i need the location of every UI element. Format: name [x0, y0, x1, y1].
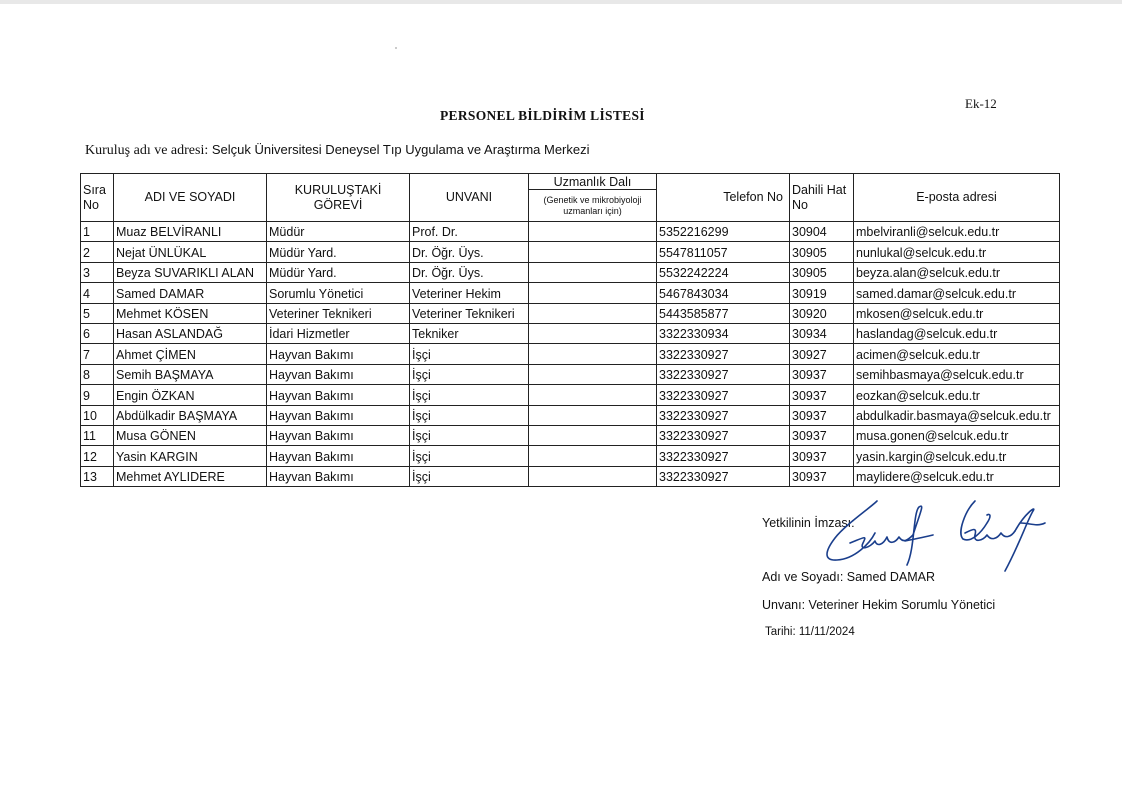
- cell-phone: 5352216299: [657, 222, 790, 242]
- cell-title: İşçi: [410, 344, 529, 364]
- cell-email: maylidere@selcuk.edu.tr: [854, 466, 1060, 486]
- signer-title: Unvanı: Veteriner Hekim Sorumlu Yönetici: [762, 598, 996, 612]
- cell-email: beyza.alan@selcuk.edu.tr: [854, 262, 1060, 282]
- cell-specialty: [529, 303, 657, 323]
- cell-email: semihbasmaya@selcuk.edu.tr: [854, 364, 1060, 384]
- header-ext-line1: Dahili Hat: [792, 182, 847, 197]
- cell-specialty: [529, 466, 657, 486]
- cell-name: Mehmet AYLIDERE: [114, 466, 267, 486]
- table-row: [81, 344, 1060, 364]
- header-ext-line2: No: [792, 197, 808, 212]
- cell-duty: Sorumlu Yönetici: [267, 283, 410, 303]
- cell-title: Veteriner Teknikeri: [410, 303, 529, 323]
- cell-specialty: [529, 385, 657, 405]
- header-sira-no: [81, 174, 114, 222]
- cell-name: Samed DAMAR: [114, 283, 267, 303]
- cell-email: abdulkadir.basmaya@selcuk.edu.tr: [854, 405, 1060, 425]
- cell-extension: 30934: [790, 323, 854, 343]
- signature-date: Tarihi: 11/11/2024: [765, 626, 855, 638]
- handwritten-signature: [815, 493, 1060, 583]
- signature-label: Yetkilinin İmzası:: [762, 516, 855, 530]
- cell-specialty: [529, 425, 657, 445]
- cell-no: 1: [81, 222, 114, 242]
- cell-no: 6: [81, 323, 114, 343]
- org-value: Selçuk Üniversitesi Deneysel Tıp Uygulama ve Araştırma Merkezi: [211, 142, 590, 157]
- cell-specialty: [529, 405, 657, 425]
- table-row: [81, 446, 1060, 466]
- cell-email: samed.damar@selcuk.edu.tr: [854, 283, 1060, 303]
- cell-no: 10: [81, 405, 114, 425]
- cell-no: 7: [81, 344, 114, 364]
- table-row: [81, 405, 1060, 425]
- cell-phone: 5467843034: [657, 283, 790, 303]
- cell-phone: 3322330927: [657, 364, 790, 384]
- cell-phone: 3322330927: [657, 405, 790, 425]
- cell-title: Prof. Dr.: [410, 222, 529, 242]
- cell-email: eozkan@selcuk.edu.tr: [854, 385, 1060, 405]
- cell-name: Mehmet KÖSEN: [114, 303, 267, 323]
- header-duty-line2: GÖREVİ: [313, 197, 363, 212]
- header-sira-line2: No: [83, 197, 99, 212]
- cell-no: 5: [81, 303, 114, 323]
- cell-duty: Hayvan Bakımı: [267, 466, 410, 486]
- cell-name: Hasan ASLANDAĞ: [114, 323, 267, 343]
- cell-phone: 5532242224: [657, 262, 790, 282]
- cell-extension: 30927: [790, 344, 854, 364]
- cell-duty: Müdür Yard.: [267, 242, 410, 262]
- cell-phone: 3322330927: [657, 385, 790, 405]
- cell-no: 3: [81, 262, 114, 282]
- cell-name: Semih BAŞMAYA: [114, 364, 267, 384]
- signer-name: Adı ve Soyadı: Samed DAMAR: [762, 570, 935, 584]
- cell-email: haslandag@selcuk.edu.tr: [854, 323, 1060, 343]
- cell-phone: 3322330927: [657, 466, 790, 486]
- cell-phone: 3322330927: [657, 344, 790, 364]
- cell-specialty: [529, 344, 657, 364]
- org-label: Kuruluş adı ve adresi:: [85, 143, 209, 158]
- cell-duty: Veteriner Teknikeri: [267, 303, 410, 323]
- cell-phone: 3322330927: [657, 425, 790, 445]
- cell-name: Beyza SUVARIKLI ALAN: [114, 262, 267, 282]
- cell-specialty: [529, 262, 657, 282]
- cell-extension: 30904: [790, 222, 854, 242]
- table-row: [81, 262, 1060, 282]
- cell-extension: 30937: [790, 425, 854, 445]
- cell-title: İşçi: [410, 364, 529, 384]
- cell-name: Muaz BELVİRANLI: [114, 222, 267, 242]
- cell-duty: Hayvan Bakımı: [267, 446, 410, 466]
- table-row: [81, 425, 1060, 445]
- cell-phone: 3322330934: [657, 323, 790, 343]
- cell-extension: 30937: [790, 466, 854, 486]
- header-phone: Telefon No: [657, 174, 790, 222]
- table-row: [81, 283, 1060, 303]
- cell-name: Ahmet ÇİMEN: [114, 344, 267, 364]
- cell-title: İşçi: [410, 385, 529, 405]
- cell-phone: 5443585877: [657, 303, 790, 323]
- cell-no: 11: [81, 425, 114, 445]
- cell-specialty: [529, 364, 657, 384]
- scan-edge: [0, 0, 1122, 4]
- cell-duty: Müdür Yard.: [267, 262, 410, 282]
- cell-extension: 30937: [790, 364, 854, 384]
- cell-phone: 5547811057: [657, 242, 790, 262]
- table-row: [81, 466, 1060, 486]
- cell-no: 12: [81, 446, 114, 466]
- header-sira-line1: Sıra: [83, 182, 106, 197]
- cell-name: Musa GÖNEN: [114, 425, 267, 445]
- cell-name: Engin ÖZKAN: [114, 385, 267, 405]
- cell-title: Dr. Öğr. Üys.: [410, 262, 529, 282]
- cell-email: musa.gonen@selcuk.edu.tr: [854, 425, 1060, 445]
- cell-title: İşçi: [410, 425, 529, 445]
- header-email: E-posta adresi: [854, 174, 1060, 222]
- cell-no: 2: [81, 242, 114, 262]
- cell-specialty: [529, 446, 657, 466]
- table-row: [81, 323, 1060, 343]
- personnel-table: [80, 173, 1060, 487]
- cell-name: Nejat ÜNLÜKAL: [114, 242, 267, 262]
- document-title: PERSONEL BİLDİRİM LİSTESİ: [440, 108, 645, 123]
- cell-email: acimen@selcuk.edu.tr: [854, 344, 1060, 364]
- cell-duty: Hayvan Bakımı: [267, 344, 410, 364]
- header-specialty: Uzmanlık Dalı: [529, 174, 657, 190]
- organization-line: [85, 142, 590, 159]
- table-body: [81, 222, 1060, 487]
- cell-duty: İdari Hizmetler: [267, 323, 410, 343]
- cell-extension: 30937: [790, 405, 854, 425]
- header-duty-line1: KURULUŞTAKİ: [294, 182, 382, 197]
- cell-duty: Hayvan Bakımı: [267, 385, 410, 405]
- scan-speck: [395, 47, 397, 49]
- cell-title: İşçi: [410, 446, 529, 466]
- table-row: [81, 364, 1060, 384]
- header-specialty-note-text: (Genetik ve mikrobiyoloji uzmanları için): [543, 194, 642, 216]
- cell-extension: 30937: [790, 385, 854, 405]
- header-name: ADI VE SOYADI: [114, 174, 267, 222]
- cell-email: mkosen@selcuk.edu.tr: [854, 303, 1060, 323]
- cell-title: Dr. Öğr. Üys.: [410, 242, 529, 262]
- cell-name: Yasin KARGIN: [114, 446, 267, 466]
- cell-title: İşçi: [410, 405, 529, 425]
- cell-specialty: [529, 242, 657, 262]
- cell-title: Tekniker: [410, 323, 529, 343]
- cell-no: 13: [81, 466, 114, 486]
- table-row: [81, 222, 1060, 242]
- cell-extension: 30937: [790, 446, 854, 466]
- cell-duty: Hayvan Bakımı: [267, 425, 410, 445]
- cell-title: Veteriner Hekim: [410, 283, 529, 303]
- header-specialty-note: [529, 190, 657, 222]
- cell-duty: Hayvan Bakımı: [267, 364, 410, 384]
- cell-title: İşçi: [410, 466, 529, 486]
- header-duty: [267, 174, 410, 222]
- cell-extension: 30905: [790, 262, 854, 282]
- cell-duty: Müdür: [267, 222, 410, 242]
- cell-extension: 30920: [790, 303, 854, 323]
- cell-extension: 30919: [790, 283, 854, 303]
- header-extension: [790, 174, 854, 222]
- table-row: [81, 303, 1060, 323]
- cell-no: 4: [81, 283, 114, 303]
- cell-specialty: [529, 222, 657, 242]
- header-title: UNVANI: [410, 174, 529, 222]
- cell-no: 9: [81, 385, 114, 405]
- cell-no: 8: [81, 364, 114, 384]
- cell-email: nunlukal@selcuk.edu.tr: [854, 242, 1060, 262]
- cell-email: mbelviranli@selcuk.edu.tr: [854, 222, 1060, 242]
- cell-duty: Hayvan Bakımı: [267, 405, 410, 425]
- table-row: [81, 242, 1060, 262]
- cell-name: Abdülkadir BAŞMAYA: [114, 405, 267, 425]
- cell-phone: 3322330927: [657, 446, 790, 466]
- cell-extension: 30905: [790, 242, 854, 262]
- cell-specialty: [529, 323, 657, 343]
- cell-email: yasin.kargin@selcuk.edu.tr: [854, 446, 1060, 466]
- table-row: [81, 385, 1060, 405]
- cell-specialty: [529, 283, 657, 303]
- annex-ref: Ek-12: [965, 96, 997, 111]
